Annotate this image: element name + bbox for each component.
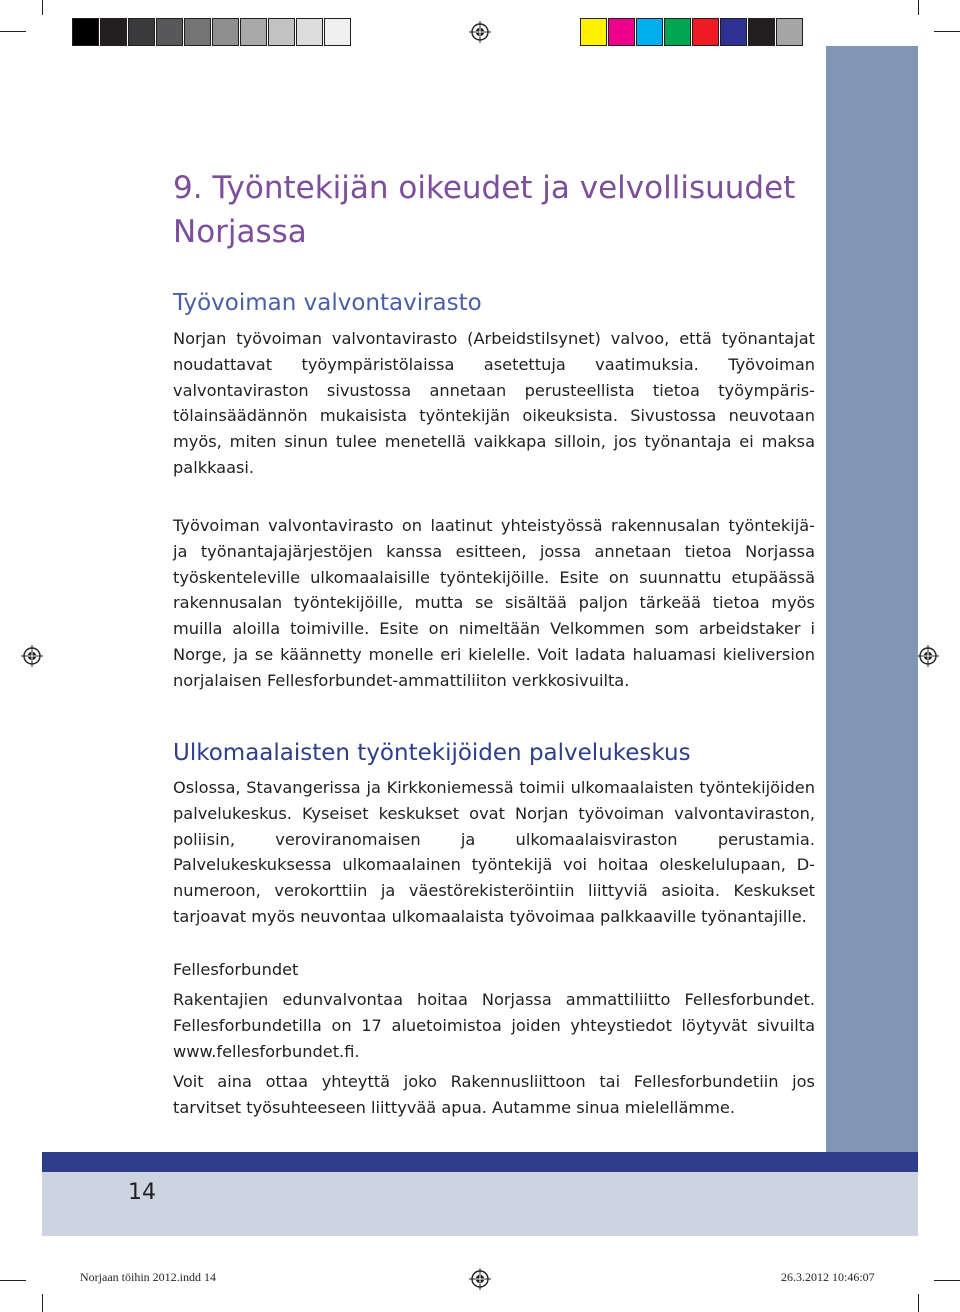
gray-swatch-3 xyxy=(156,18,183,46)
gray-swatch-6 xyxy=(240,18,267,46)
section-heading-labour-inspection: Työvoiman valvontavirasto xyxy=(173,290,482,316)
color-swatch-6 xyxy=(748,18,775,46)
slug-filename: Norjaan töihin 2012.indd 14 xyxy=(80,1270,216,1284)
registration-mark-right-icon xyxy=(917,645,939,667)
footer-band xyxy=(42,1172,918,1236)
gray-swatch-7 xyxy=(268,18,295,46)
gray-swatch-5 xyxy=(212,18,239,46)
color-swatch-4 xyxy=(692,18,719,46)
crop-mark-tr-h xyxy=(934,31,960,32)
gray-swatch-2 xyxy=(128,18,155,46)
paragraph: Voit aina ottaa yhteyttä joko Rakennusliittoon tai Fellesforbundetiin jos tarvitset työsuhteeseen liittyvää apua. Autamme sinua mielellämme. xyxy=(173,1072,815,1117)
paragraph: Oslossa, Stavangerissa ja Kirkkoniemessä toimii ulkomaalaisten työntekijöiden palvelukeskus. Kyseiset keskukset ovat Norjan työvoiman valvontaviraston, poliisin, veroviranomaisen ja ulkomaalaisviraston perustamia. Palvelukeskuksessa ulkomaalainen työntekijä voi hoitaa oleskelulupaan, D-numeroon, verokorttiin ja väestörekisteröintiin liittyviä asioita. Keskukset tarjoavat myös neuvontaa ulkomaalaista työvoimaa palkkaaville työnantajille. xyxy=(173,778,815,926)
paragraph: Norjan työvoiman valvontavirasto (Arbeidstilsynet) valvoo, että työnantajat noudattavat työympäristölaissa asetettuja vaatimuksia. Työvoiman valvontaviraston sivustossa annetaan perusteellista tietoa työympäristölainsäädännön mukaisista työntekijän oikeuksista. Sivustossa neuvotaan myös, miten sinun tulee menetellä vaikkapa silloin, jos työnantaja ei maksa palkkaasi. xyxy=(173,329,815,477)
subheading-fellesforbundet: Fellesforbundet xyxy=(173,960,299,979)
color-swatch-1 xyxy=(608,18,635,46)
slug-date: 26.3.2012 10:46:07 xyxy=(781,1270,875,1284)
gray-swatch-4 xyxy=(184,18,211,46)
section-heading-service-centre: Ulkomaalaisten työntekijöiden palvelukeskus xyxy=(173,740,691,766)
crop-mark-br-v xyxy=(918,1294,919,1312)
chapter-title: 9. Työntekijän oikeudet ja velvollisuudet Norjassa xyxy=(173,170,796,250)
crop-mark-tl-h xyxy=(0,31,26,32)
registration-mark-left-icon xyxy=(21,645,43,667)
gray-swatch-1 xyxy=(100,18,127,46)
paragraph: Työvoiman valvontavirasto on laatinut yhteistyössä rakennusalan työntekijä- ja työnantajajärjestöjen kanssa esitteen, jossa annetaan tietoa Norjassa työskenteleville ulkomaalaisille työntekijöille. Esite on suunnattu etupäässä rakennusalan työntekijöille, mutta se sisältää paljon tärkeää tietoa myös muilla aloilla toimiville. Esite on nimeltään Velkommen som arbeidstaker i Norge, ja se käännetty monelle eri kielelle. Voit ladata haluamasi kieliversion norjalaisen Fellesforbundet-ammattiliiton verkkosivuilta. xyxy=(173,516,815,690)
gray-swatch-0 xyxy=(72,18,99,46)
registration-mark-top-icon xyxy=(469,21,491,43)
crop-mark-bl-h xyxy=(0,1280,26,1281)
gray-swatch-8 xyxy=(296,18,323,46)
side-color-band xyxy=(826,46,918,1152)
color-swatch-5 xyxy=(720,18,747,46)
color-swatch-7 xyxy=(776,18,803,46)
page-number: 14 xyxy=(128,1180,156,1205)
paragraph: Rakentajien edunvalvontaa hoitaa Norjassa ammattiliitto Fellesforbundet. Fellesforbundetilla on 17 aluetoimistoa joiden yhteystiedot löytyvät sivuilta www.fellesforbundet.fi. xyxy=(173,990,815,1061)
crop-mark-bl-v xyxy=(42,1294,43,1312)
registration-mark-bottom-icon xyxy=(469,1268,491,1290)
bottom-color-band xyxy=(42,1152,918,1172)
color-swatch-0 xyxy=(580,18,607,46)
crop-mark-tr-v xyxy=(918,0,919,15)
color-swatch-2 xyxy=(636,18,663,46)
crop-mark-tl-v xyxy=(42,0,43,15)
color-swatch-3 xyxy=(664,18,691,46)
gray-swatch-9 xyxy=(324,18,351,46)
crop-mark-br-h xyxy=(934,1280,960,1281)
